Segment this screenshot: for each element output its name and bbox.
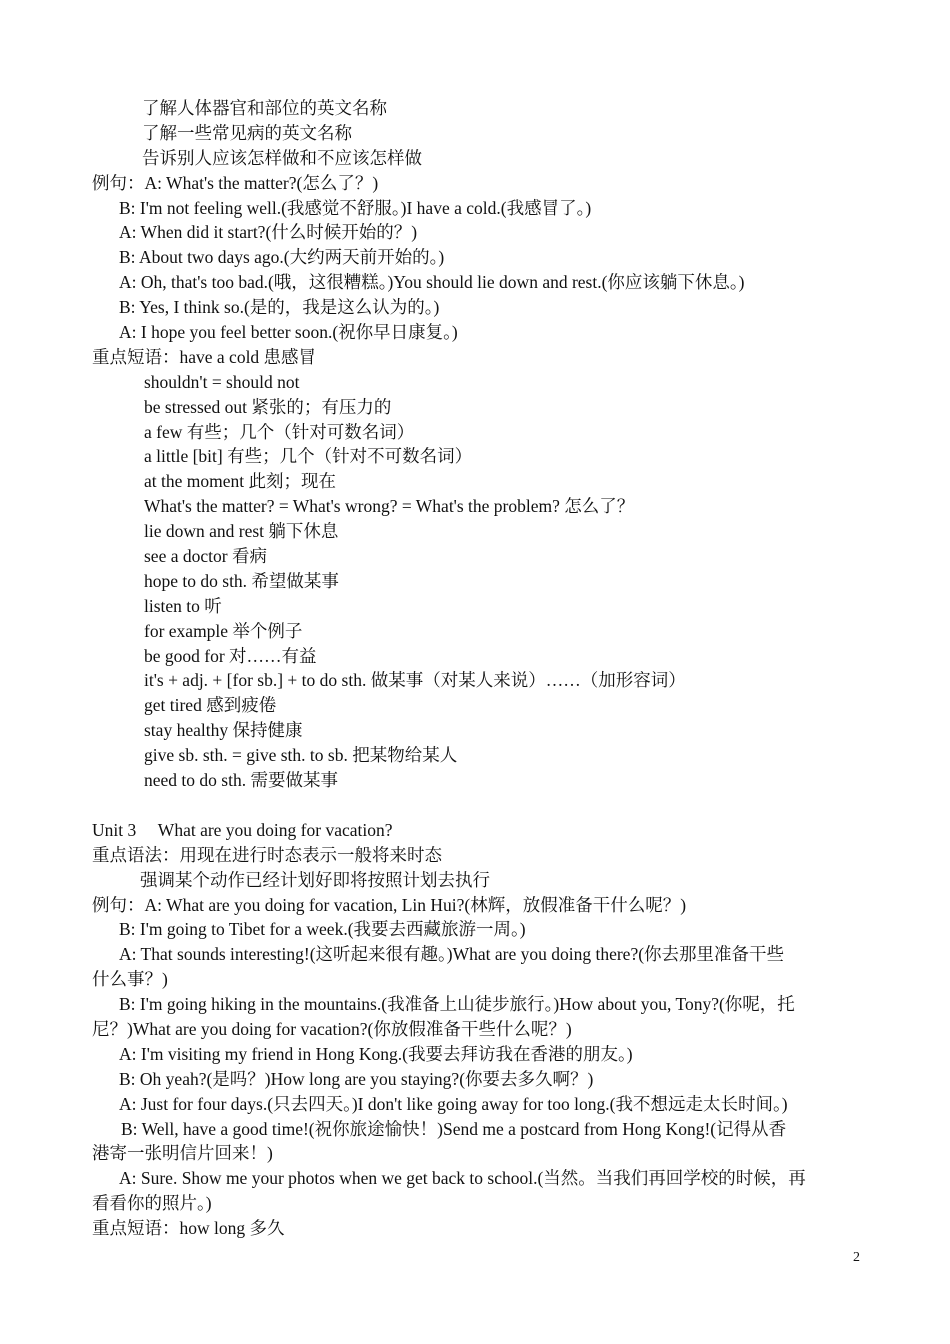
dialogue-line: 什么事？) — [92, 969, 168, 990]
objective-line: 了解一些常见病的英文名称 — [142, 122, 352, 143]
grammar-label: 重点语法： — [92, 844, 180, 865]
dialogue-line: B: I'm going hiking in the mountains.(我准备上山徒步旅行。)How about you, Tony?(你呢，托 — [119, 994, 795, 1015]
dialogue-line: B: I'm going to Tibet for a week.(我要去西藏旅游一周。) — [119, 919, 526, 940]
dialogue-line: A: Sure. Show me your photos when we get back to school.(当然。当我们再回学校的时候，再 — [119, 1168, 806, 1189]
unit-title: Unit 3 What are you doing for vacation? — [92, 819, 393, 840]
dialogue-line: 尼？)What are you doing for vacation?(你放假准备干些什么呢？) — [92, 1018, 572, 1039]
dialogue-line: B: About two days ago.(大约两天前开始的。) — [119, 247, 445, 268]
phrases-first-line — [92, 1216, 862, 1241]
phrase-item: have a cold 患感冒 — [179, 346, 317, 367]
example-label: 例句： — [92, 172, 145, 193]
section-gap — [92, 793, 862, 818]
dialogue-line: A: What are you doing for vacation, Lin Hui?(林辉，放假准备干什么呢？) — [144, 894, 687, 915]
example-label: 例句： — [92, 894, 145, 915]
phrase-item: how long 多久 — [179, 1218, 285, 1239]
phrase-item: hope to do sth. 希望做某事 — [144, 570, 339, 591]
page-number: 2 — [853, 1250, 860, 1265]
dialogue-line: B: Yes, I think so.(是的，我是这么认为的。) — [119, 297, 440, 318]
phrase-item: stay healthy 保持健康 — [144, 720, 303, 741]
dialogue-line: B: Well, have a good time!(祝你旅途愉快！)Send me a postcard from Hong Kong!(记得从香 — [121, 1118, 787, 1139]
phrases-label: 重点短语： — [92, 1218, 180, 1239]
dialogue-line: A: Oh, that's too bad.(哦，这很糟糕。)You should lie down and rest.(你应该躺下休息。) — [119, 272, 745, 293]
dialogue-line: A: Just for four days.(只去四天。)I don't like going away for too long.(我不想远走太长时间。) — [119, 1093, 788, 1114]
objective-line: 告诉别人应该怎样做和不应该怎样做 — [142, 147, 422, 168]
phrase-item: What's the matter? = What's wrong? = What's the problem? 怎么了？ — [144, 496, 635, 517]
phrases-label: 重点短语： — [92, 346, 180, 367]
dialogue-line: A: What's the matter?(怎么了？) — [144, 172, 379, 193]
dialogue-line: B: Oh yeah?(是吗？)How long are you staying?(你要去多久啊？) — [119, 1068, 594, 1089]
phrase-item: a few 有些；几个（针对可数名词） — [144, 421, 415, 442]
phrase-item: be good for 对……有益 — [144, 645, 317, 666]
phrase-item: at the moment 此刻；现在 — [144, 471, 336, 492]
phrase-item: shouldn't = should not — [144, 371, 300, 392]
grammar-item: 用现在进行时态表示一般将来时态 — [179, 844, 442, 865]
phrase-item: see a doctor 看病 — [144, 546, 267, 567]
objective-line: 了解人体器官和部位的英文名称 — [142, 98, 387, 118]
phrase-item: it's + adj. + [for sb.] + to do sth. 做某事（对某人来说）……（加形容词） — [144, 670, 686, 691]
dialogue-line: 港寄一张明信片回来！) — [92, 1143, 273, 1164]
phrases-first-line — [92, 345, 862, 370]
grammar-item: 强调某个动作已经计划好即将按照计划去执行 — [140, 869, 490, 890]
phrase-item: listen to 听 — [144, 595, 222, 616]
phrase-item: get tired 感到疲倦 — [144, 695, 277, 716]
phrase-item: be stressed out 紧张的；有压力的 — [144, 396, 392, 417]
dialogue-line: A: When did it start?(什么时候开始的？) — [119, 222, 418, 243]
example-first-line — [92, 171, 862, 196]
example-first-line — [92, 893, 862, 918]
phrase-item: for example 举个例子 — [144, 620, 303, 641]
grammar-first-line — [92, 843, 862, 868]
phrase-item: a little [bit] 有些；几个（针对不可数名词） — [144, 446, 473, 467]
dialogue-line: A: That sounds interesting!(这听起来很有趣。)What are you doing there?(你去那里准备干些 — [119, 944, 785, 965]
dialogue-line: B: I'm not feeling well.(我感觉不舒服。)I have a cold.(我感冒了。) — [119, 197, 592, 218]
dialogue-line: A: I'm visiting my friend in Hong Kong.(我要去拜访我在香港的朋友。) — [119, 1043, 633, 1064]
phrase-item: give sb. sth. = give sth. to sb. 把某物给某人 — [144, 745, 458, 766]
dialogue-line: A: I hope you feel better soon.(祝你早日康复。) — [119, 322, 458, 343]
phrase-item: lie down and rest 躺下休息 — [144, 521, 339, 542]
phrase-item: need to do sth. 需要做某事 — [144, 770, 338, 791]
dialogue-line: 看看你的照片。) — [92, 1193, 212, 1214]
page-content — [92, 96, 862, 1241]
